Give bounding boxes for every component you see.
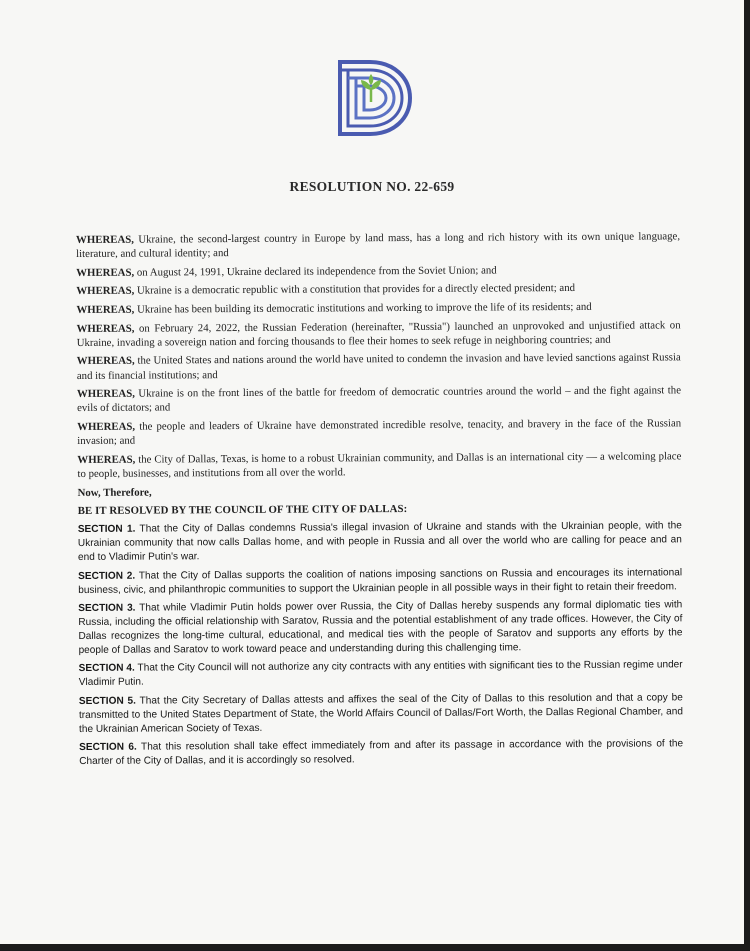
whereas-clause bbox=[76, 299, 680, 317]
resolution-section-lead: SECTION 1. bbox=[77, 523, 136, 536]
whereas-clause-lead: WHEREAS, bbox=[76, 303, 135, 316]
whereas-clause bbox=[76, 229, 680, 261]
whereas-clause-text: the United States and nations around the world have united to condemn the invasion and have levied sanctions against Russia and its financial institutions; and bbox=[76, 351, 681, 382]
whereas-clause bbox=[77, 383, 681, 415]
resolution-section-lead: SECTION 2. bbox=[78, 570, 136, 582]
city-of-dallas-logo-icon bbox=[330, 58, 416, 138]
whereas-clause-text: on August 24, 1991, Ukraine declared its independence from the Soviet Union; and bbox=[134, 264, 497, 279]
resolution-section-text: That the City Secretary of Dallas attests and affixes the seal of the City of Dallas to this resolution and that a copy be transmitted to the United States Department of State, the World Affairs Council of Dallas/Fort Worth, the Dallas Regional Chamber, and the Ukrainian American Society of Texas. bbox=[78, 692, 683, 735]
whereas-clause bbox=[76, 262, 680, 280]
now-therefore: Now, Therefore, bbox=[77, 486, 152, 499]
whereas-clause bbox=[77, 416, 681, 448]
resolution-section-text: That while Vladimir Putin holds power over Russia, the City of Dallas hereby suspends any formal diplomatic ties with Russia, including the official relationship with Saratov, Russia and the potential establishment of any trade offices. However, the City of Dallas recognizes the long-time cultural, educational, and medical ties with the people of Saratov and supports any efforts by the people of Dallas and Saratov to work toward peace and understanding during this challenging time. bbox=[78, 599, 683, 656]
resolution-section-text: That the City of Dallas condemns Russia's illegal invasion of Ukraine and stands with the Ukrainian people, with the Ukrainian community that now calls Dallas home, and with people in Russia and all over the world who are calling for peace and an end to Vladimir Putin's war. bbox=[77, 520, 682, 564]
whereas-clause bbox=[77, 318, 681, 350]
dallas-d-logo-icon bbox=[330, 58, 416, 138]
whereas-clause-lead: WHEREAS, bbox=[76, 387, 135, 401]
resolution-section bbox=[78, 566, 682, 598]
resolution-title: RESOLUTION NO. 22-659 bbox=[289, 179, 455, 194]
whereas-clause bbox=[76, 281, 680, 299]
whereas-clauses bbox=[76, 229, 682, 481]
be-it-resolved: BE IT RESOLVED BY THE COUNCIL OF THE CITY OF DALLAS: bbox=[77, 503, 408, 518]
whereas-clause-lead: WHEREAS, bbox=[77, 453, 136, 466]
resolution-section bbox=[78, 519, 682, 565]
whereas-clause-lead: WHEREAS, bbox=[76, 285, 135, 298]
whereas-clause-lead: WHEREAS, bbox=[77, 420, 136, 433]
resolution-section bbox=[79, 659, 683, 691]
resolution-section bbox=[79, 737, 683, 769]
whereas-clause-text: Ukraine, the second-largest country in Europe by land mass, has a long and rich history with its own unique language, literature, and cultural identity; and bbox=[76, 230, 681, 261]
whereas-clause bbox=[77, 351, 681, 383]
whereas-clause-lead: WHEREAS, bbox=[76, 322, 135, 335]
whereas-clause-lead: WHEREAS, bbox=[76, 233, 134, 246]
whereas-clause-text: the people and leaders of Ukraine have demonstrated incredible resolve, tenacity, and bravery in the face of the Russian invasion; and bbox=[77, 417, 682, 448]
whereas-clause-lead: WHEREAS, bbox=[76, 355, 135, 368]
whereas-clause-lead: WHEREAS, bbox=[76, 266, 135, 279]
resolution-section-text: That the City Council will not authorize any city contracts with any entities with significant ties to the Russian regime under Vladimir Putin. bbox=[78, 659, 683, 689]
whereas-clause-text: the City of Dallas, Texas, is home to a robust Ukrainian community, and Dallas is an international city — a welcoming place to people, businesses, and institutions from all over the world. bbox=[77, 450, 682, 480]
resolution-section-lead: SECTION 5. bbox=[78, 695, 137, 707]
whereas-clause-text: Ukraine is on the front lines of the battle for freedom of democratic countries around the world – and the fight against the evils of dictators; and bbox=[77, 384, 682, 415]
resolution-section bbox=[78, 598, 682, 658]
whereas-clause-text: Ukraine has been building its democratic institutions and working to improve the life of its residents; and bbox=[134, 300, 592, 316]
resolution-section-text: That the City of Dallas supports the coalition of nations imposing sanctions on Russia and encourages its international business, civic, and philanthropic communities to support the Ukrainian people in all possible ways in their fight to retain their freedom. bbox=[78, 566, 683, 596]
resolution-section-lead: SECTION 3. bbox=[78, 602, 136, 614]
resolution-section bbox=[79, 691, 683, 737]
resolution-section-lead: SECTION 4. bbox=[78, 662, 135, 675]
resolution-section-text: That this resolution shall take effect immediately from and after its passage in accordance with the provisions of the Charter of the City of Dallas, and it is accordingly so resolved. bbox=[79, 738, 684, 768]
resolution-sections bbox=[78, 519, 683, 769]
resolution-section-lead: SECTION 6. bbox=[79, 741, 137, 754]
whereas-clause-text: on February 24, 2022, the Russian Federation (hereinafter, "Russia") launched an unprovoked and unjustified attack on Ukraine, invading a sovereign nation and forcing thousands to flee their homes to seek refuge in neighboring countries; and bbox=[76, 318, 681, 349]
whereas-clause bbox=[77, 449, 681, 481]
resolution-body bbox=[76, 229, 683, 773]
whereas-clause-text: Ukraine is a democratic republic with a constitution that provides for a directly elected president; and bbox=[134, 282, 576, 298]
